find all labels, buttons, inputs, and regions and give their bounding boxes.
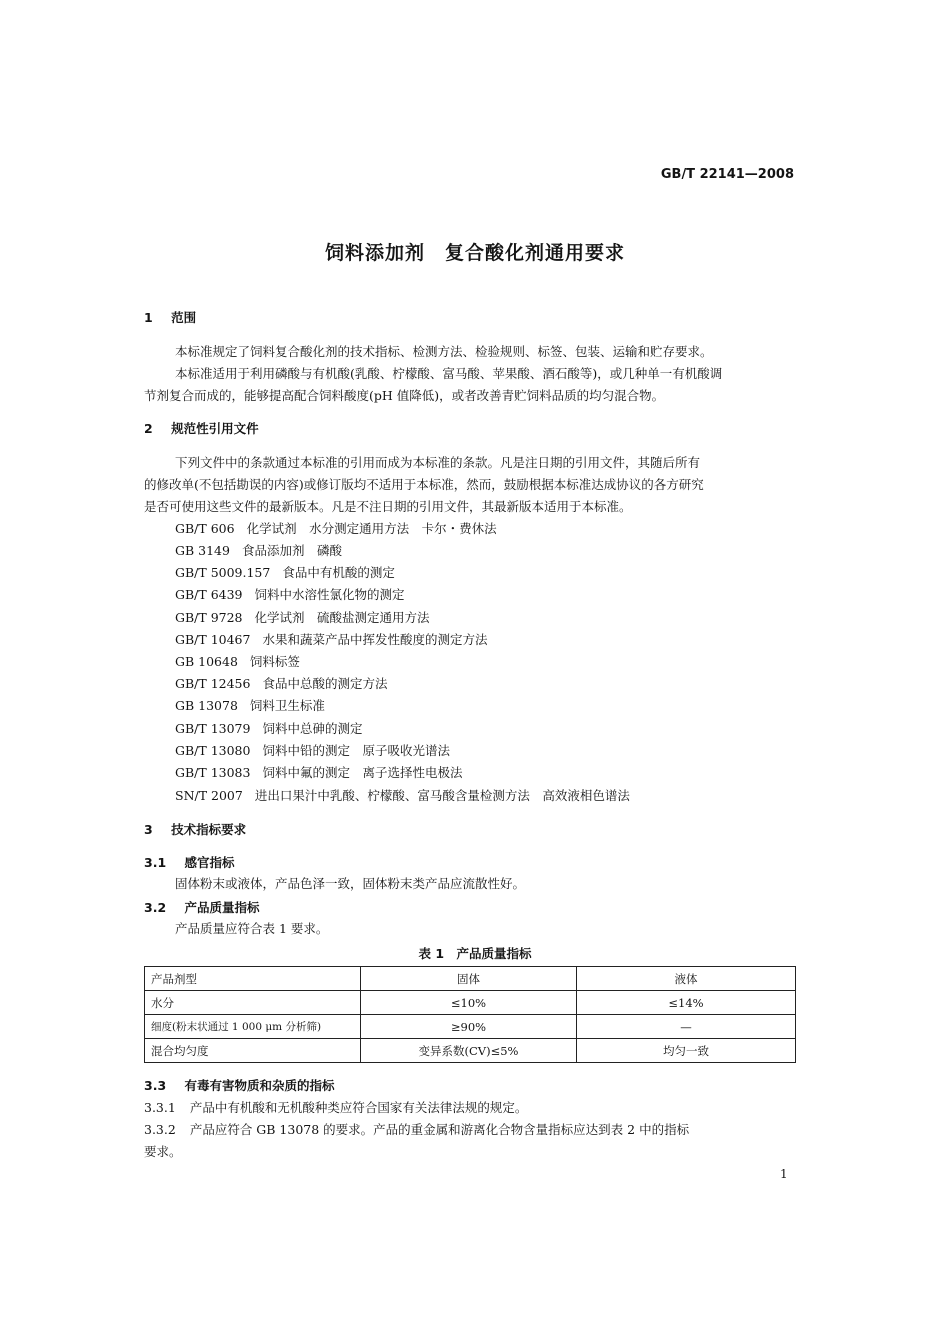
- section-2-heading: [144, 419, 259, 437]
- clause-text: 产品应符合 GB 13078 的要求。产品的重金属和游离化合物含量指标应达到表 2 中的指标: [189, 1122, 690, 1137]
- clause-3-3-1: [144, 1097, 527, 1118]
- reference-item: [175, 696, 325, 714]
- table-cell: —: [577, 1015, 796, 1039]
- table-cell: 变异系数(CV)≤5%: [361, 1039, 577, 1063]
- paragraph: 产品质量应符合表 1 要求。: [175, 921, 329, 936]
- section-number: 1: [144, 310, 153, 325]
- reference-item: [175, 608, 430, 626]
- reference-title: 饲料标签: [249, 654, 300, 669]
- clause-text: 产品中有机酸和无机酸种类应符合国家有关法律法规的规定。: [189, 1100, 528, 1115]
- section-title: 技术指标要求: [171, 822, 247, 837]
- table-row: [145, 1039, 796, 1063]
- reference-code: GB/T 9728: [175, 610, 243, 625]
- section-number: 2: [144, 421, 153, 436]
- reference-item: [175, 786, 630, 804]
- page-number: 1: [780, 1167, 788, 1181]
- table-cell: 均匀一致: [577, 1039, 796, 1063]
- reference-code: GB 10648: [175, 654, 238, 669]
- table-caption: 表 1 产品质量指标: [418, 946, 532, 961]
- subsection-3-2-heading: [144, 898, 260, 916]
- reference-title: 化学试剂 硫酸盐测定通用方法: [254, 610, 430, 625]
- reference-code: GB 3149: [175, 543, 230, 558]
- reference-title: 饲料中铅的测定 原子吸收光谱法: [262, 743, 450, 758]
- table-header-row: [145, 967, 796, 991]
- reference-title: 食品中有机酸的测定: [282, 565, 395, 580]
- section-number: 3.1: [144, 855, 167, 870]
- table-row: [145, 991, 796, 1015]
- table-row: [145, 1015, 796, 1039]
- paragraph: 是否可使用这些文件的最新版本。凡是不注日期的引用文件，其最新版本适用于本标准。: [144, 499, 632, 514]
- table-cell: 混合均匀度: [145, 1039, 361, 1063]
- reference-code: GB/T 606: [175, 521, 235, 536]
- section-1-heading: [144, 308, 196, 326]
- clause-number: 3.3.2: [144, 1122, 176, 1137]
- reference-item: [175, 630, 487, 648]
- clause-number: 3.3.1: [144, 1100, 176, 1115]
- document-code: GB/T 22141—2008: [660, 167, 794, 182]
- document-title: 饲料添加剂 复合酸化剂通用要求: [324, 242, 625, 264]
- reference-code: GB/T 10467: [175, 632, 251, 647]
- reference-title: 饲料中水溶性氯化物的测定: [254, 587, 405, 602]
- reference-title: 进出口果汁中乳酸、柠檬酸、富马酸含量检测方法 高效液相色谱法: [254, 788, 630, 803]
- reference-item: [175, 585, 405, 603]
- table-cell: ≤14%: [577, 991, 796, 1015]
- paragraph: 的修改单(不包括勘误的内容)或修订版均不适用于本标准，然而，鼓励根据本标准达成协议的各方研究: [144, 477, 704, 492]
- section-3-heading: [144, 820, 246, 838]
- section-title: 感官指标: [184, 855, 235, 870]
- reference-title: 食品添加剂 磷酸: [241, 543, 342, 558]
- paragraph: 本标准规定了饲料复合酸化剂的技术指标、检测方法、检验规则、标签、包装、运输和贮存要求。: [175, 344, 713, 359]
- reference-title: 饲料中总砷的测定: [262, 721, 363, 736]
- table-header-cell: 产品剂型: [145, 967, 361, 991]
- reference-item: [175, 674, 387, 692]
- table-cell: 细度(粉末状通过 1 000 μm 分析筛): [145, 1015, 361, 1039]
- section-number: 3: [144, 822, 153, 837]
- reference-code: GB/T 6439: [175, 587, 243, 602]
- paragraph: 固体粉末或液体，产品色泽一致，固体粉末类产品应流散性好。: [175, 876, 526, 891]
- reference-item: [175, 719, 362, 737]
- section-title: 产品质量指标: [184, 900, 260, 915]
- table-header-cell: 固体: [361, 967, 577, 991]
- table-cell: ≤10%: [361, 991, 577, 1015]
- reference-code: GB/T 13080: [175, 743, 251, 758]
- quality-table: [144, 966, 796, 1063]
- reference-code: GB/T 13079: [175, 721, 251, 736]
- clause-3-3-2: [144, 1119, 689, 1140]
- paragraph: 节剂复合而成的，能够提高配合饲料酸度(pH 值降低)，或者改善青贮饲料品质的均匀混合物。: [144, 388, 665, 403]
- subsection-3-3-heading: [144, 1076, 335, 1094]
- reference-code: GB/T 5009.157: [175, 565, 271, 580]
- section-number: 3.3: [144, 1078, 167, 1093]
- reference-title: 水果和蔬菜产品中挥发性酸度的测定方法: [262, 632, 488, 647]
- reference-title: 食品中总酸的测定方法: [262, 676, 388, 691]
- reference-item: [175, 741, 450, 759]
- table-cell: 水分: [145, 991, 361, 1015]
- paragraph: 下列文件中的条款通过本标准的引用而成为本标准的条款。凡是注日期的引用文件，其随后所有: [175, 455, 701, 470]
- reference-title: 化学试剂 水分测定通用方法 卡尔・费休法: [246, 521, 497, 536]
- section-title: 有毒有害物质和杂质的指标: [184, 1078, 335, 1093]
- reference-item: [175, 519, 497, 537]
- section-title: 规范性引用文件: [171, 421, 259, 436]
- reference-item: [175, 541, 342, 559]
- reference-item: [175, 652, 300, 670]
- reference-title: 饲料卫生标准: [249, 698, 325, 713]
- subsection-3-1-heading: [144, 853, 235, 871]
- reference-code: SN/T 2007: [175, 788, 243, 803]
- section-number: 3.2: [144, 900, 167, 915]
- table-header-cell: 液体: [577, 967, 796, 991]
- reference-title: 饲料中氟的测定 离子选择性电极法: [262, 765, 463, 780]
- reference-item: [175, 563, 395, 581]
- reference-code: GB/T 13083: [175, 765, 251, 780]
- paragraph: 本标准适用于利用磷酸与有机酸(乳酸、柠檬酸、富马酸、苹果酸、酒石酸等)，或几种单一有机酸调: [175, 366, 723, 381]
- reference-code: GB/T 12456: [175, 676, 251, 691]
- table-cell: ≥90%: [361, 1015, 577, 1039]
- paragraph: 要求。: [144, 1144, 182, 1159]
- reference-item: [175, 763, 462, 781]
- section-title: 范围: [171, 310, 197, 325]
- reference-code: GB 13078: [175, 698, 238, 713]
